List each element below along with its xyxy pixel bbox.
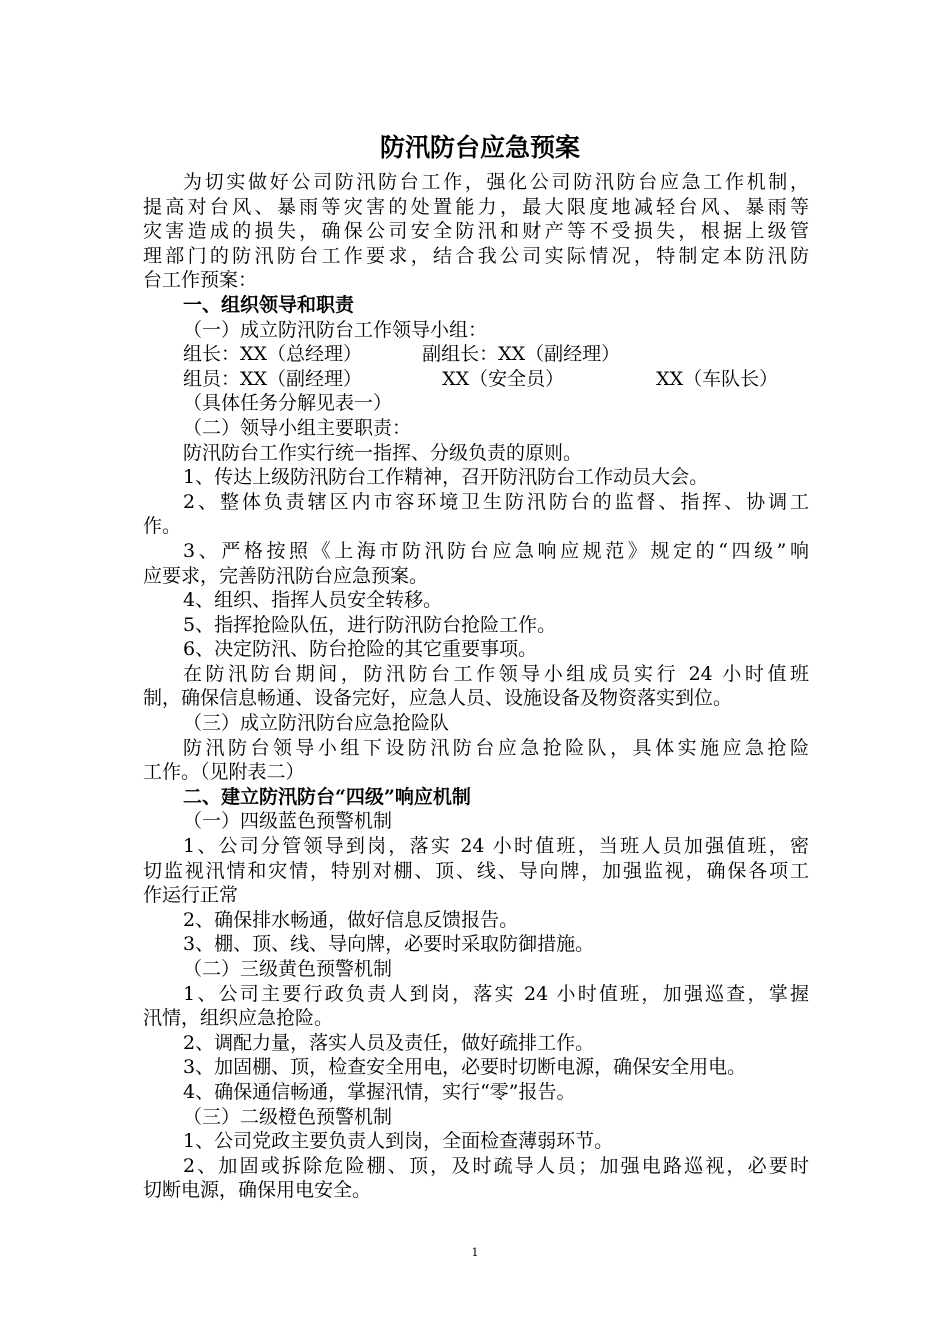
intro-line: 理部门的防汛防台工作要求，结合我公司实际情况，特制定本防汛防 bbox=[143, 244, 809, 267]
paragraph-line: 2、整体负责辖区内市容环境卫生防汛防台的监督、指挥、协调工 bbox=[183, 490, 809, 513]
member-text: XX（车队长） bbox=[656, 367, 779, 390]
paragraph-line: 防汛防台工作实行统一指挥、分级负责的原则。 bbox=[183, 441, 583, 464]
members-row bbox=[143, 367, 809, 392]
paragraph-line: 应要求，完善防汛防台应急预案。 bbox=[143, 564, 429, 587]
paragraph-line: 工作。（见附表二） bbox=[143, 761, 305, 784]
paragraph-line: 防汛防台领导小组下设防汛防台应急抢险队，具体实施应急抢险 bbox=[183, 736, 809, 759]
subsection-heading: （二）领导小组主要职责： bbox=[183, 416, 412, 439]
member-text: 组员：XX（副经理） bbox=[183, 367, 363, 390]
paragraph-line: 汛情，组织应急抢险。 bbox=[143, 1007, 334, 1030]
paragraph-line: 2、调配力量，落实人员及责任，做好疏排工作。 bbox=[183, 1031, 595, 1054]
subsection-heading: （三）成立防汛防台应急抢险队 bbox=[183, 712, 450, 735]
paragraph-line: 在防汛防台期间，防汛防台工作领导小组成员实行 24 小时值班 bbox=[183, 662, 809, 685]
intro-line: 灾害造成的损失，确保公司安全防汛和财产等不受损失，根据上级管 bbox=[143, 220, 809, 243]
note-line: （具体任务分解见表一） bbox=[183, 392, 393, 415]
intro-line: 提高对台风、暴雨等灾害的处置能力，最大限度地减轻台风、暴雨等 bbox=[143, 195, 809, 218]
subsection-heading: （一）成立防汛防台工作领导小组： bbox=[183, 318, 488, 341]
paragraph-line: 2、加固或拆除危险棚、顶，及时疏导人员；加强电路巡视，必要时 bbox=[183, 1154, 809, 1177]
paragraph-line: 4、组织、指挥人员安全转移。 bbox=[183, 589, 443, 612]
subsection-heading: （一）四级蓝色预警机制 bbox=[183, 810, 393, 833]
leader-text: 组长：XX（总经理） bbox=[183, 343, 363, 366]
paragraph-line: 切断电源，确保用电安全。 bbox=[143, 1179, 372, 1202]
paragraph-line: 制，确保信息畅通、设备完好，应急人员、设施设备及物资落实到位。 bbox=[143, 687, 733, 710]
subsection-heading: （二）三级黄色预警机制 bbox=[183, 958, 393, 980]
page-number: 1 bbox=[471, 1246, 479, 1259]
paragraph-line: 5、指挥抢险队伍，进行防汛防台抢险工作。 bbox=[183, 613, 557, 636]
paragraph-line: 切监视汛情和灾情，特别对棚、顶、线、导向牌，加强监视，确保各项工 bbox=[143, 859, 809, 882]
paragraph-line: 3、严格按照《上海市防汛防台应急响应规范》规定的“四级”响 bbox=[183, 539, 809, 562]
paragraph-line: 1、公司主要行政负责人到岗，落实 24 小时值班，加强巡查，掌握 bbox=[183, 982, 809, 1005]
leader-row bbox=[143, 342, 809, 367]
section-heading: 二、建立防汛防台“四级”响应机制 bbox=[183, 785, 471, 808]
intro-line: 台工作预案： bbox=[143, 269, 258, 292]
paragraph-line: 4、确保通信畅通，掌握汛情，实行“零”报告。 bbox=[183, 1080, 576, 1103]
intro-line: 为切实做好公司防汛防台工作，强化公司防汛防台应急工作机制， bbox=[183, 171, 809, 193]
section-heading: 一、组织领导和职责 bbox=[183, 293, 355, 316]
paragraph-line: 1、公司分管领导到岗，落实 24 小时值班，当班人员加强值班，密 bbox=[183, 835, 809, 858]
subsection-heading: （三）二级橙色预警机制 bbox=[183, 1105, 393, 1128]
paragraph-line: 2、确保排水畅通，做好信息反馈报告。 bbox=[183, 908, 519, 931]
paragraph-line: 3、加固棚、顶，检查安全用电，必要时切断电源，确保安全用电。 bbox=[183, 1056, 747, 1079]
paragraph-line: 1、传达上级防汛防台工作精神，召开防汛防台工作动员大会。 bbox=[183, 466, 709, 489]
paragraph-line: 作。 bbox=[143, 515, 182, 538]
document-title: 防汛防台应急预案 bbox=[379, 133, 580, 162]
paragraph-line: 1、公司党政主要负责人到岗，全面检查薄弱环节。 bbox=[183, 1130, 614, 1153]
paragraph-line: 3、棚、顶、线、导向牌，必要时采取防御措施。 bbox=[183, 933, 595, 956]
paragraph-line: 作运行正常 bbox=[143, 884, 239, 907]
deputy-leader-text: 副组长：XX（副经理） bbox=[422, 343, 621, 366]
member-text: XX（安全员） bbox=[442, 367, 565, 390]
document-body bbox=[143, 126, 809, 1203]
paragraph-line: 6、决定防汛、防台抢险的其它重要事项。 bbox=[183, 638, 538, 661]
